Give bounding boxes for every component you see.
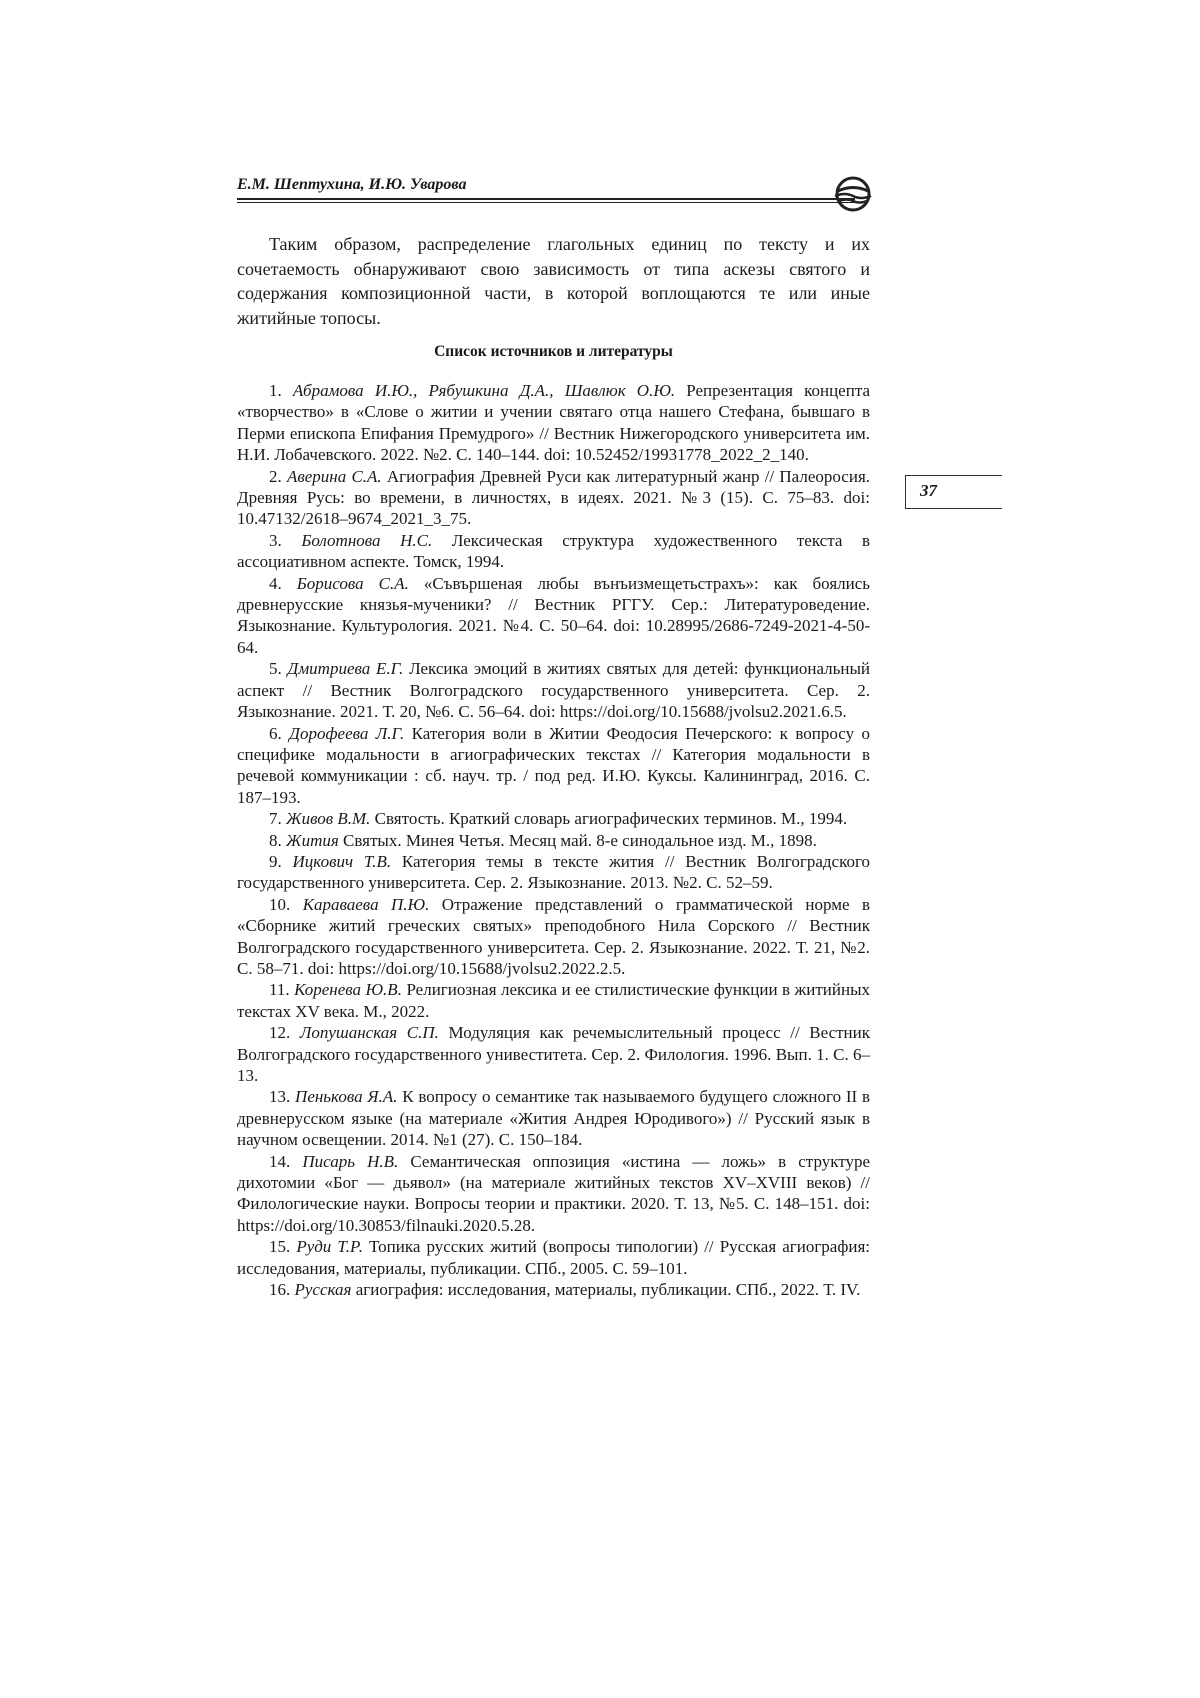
reference-number: 11. <box>269 980 290 1000</box>
reference-number: 16. <box>269 1280 291 1300</box>
reference-text: Семантическая оппозиция «истина — ложь» в структуре дихотомии «Бог — дьявол» (на материале житийных текстов XV–XVIII веков) // Филологические науки. Вопросы теории и практики. 2020. Т. 13, №5. С. 148–151. doi: https://doi.org/10.30853/filnauki.2020.5.28. <box>237 1151 871 1235</box>
reference-number: 9. <box>269 851 282 871</box>
reference-number: 13. <box>269 1087 291 1107</box>
reference-text: агиография: исследования, материалы, публикации. СПб., 2022. Т. IV. <box>355 1280 861 1300</box>
reference-text: «Съвършеная любы вънъизмещетьстрахъ»: как боялись древнерусские князья-мученики? // Вестник РГГУ. Сер.: Литературоведение. Языкознание. Культурология. 2021. №4. С. 50–64. doi: 10.28995/2686-7249-2021-4-50-64. <box>237 573 871 657</box>
reference-text: Репрезентация концепта «творчество» в «Слове о житии и учении святаго отца нашего Стефана, бывшаго в Перми епископа Епифания Премудрого» // Вестник Нижегородского университета им. Н.И. Лобачевского. 2022. №2. С. 140–144. doi: 10.52452/19931778_2022_2_140. <box>237 381 870 465</box>
reference-text: Категория воли в Житии Феодосия Печерского: к вопросу о специфике модальности в агиографических текстах // Категория модальности в речевой коммуникации : сб. науч. тр. / под ред. И.Ю. Куксы. Калининград, 2016. С. 187–193. <box>237 723 871 807</box>
page-number: 37 <box>920 481 937 500</box>
header-authors: Е.М. Шептухина, И.Ю. Уварова <box>237 176 467 193</box>
reference-text: Агиография Древней Руси как литературный жанр // Палеоросия. Древняя Русь: во времени, в личностях, в идеях. 2021. №3 (15). С. 75–83. doi: 10.47132/2618–9674_2021_3_75. <box>237 466 871 529</box>
reference-text: Лексическая структура художественного текста в ассоциативном аспекте. Томск, 1994. <box>237 530 870 572</box>
reference-author: Писарь Н.В. <box>302 1151 399 1171</box>
running-header <box>237 176 877 194</box>
references-title: Список источников и литературы <box>434 343 673 360</box>
reference-item <box>237 894 870 980</box>
header-rule <box>237 198 855 200</box>
reference-text: Религиозная лексика и ее стилистические функции в житийных текстах XV века. М., 2022. <box>237 980 871 1021</box>
reference-text: Отражение представлений о грамматической норме в «Сборнике житий греческих святых» преподобного Нила Сорского // Вестник Волгоградского государственного университета. Сер. 2. Языкознание. 2022. Т. 21, №2. С. 58–71. doi: https://doi.org/10.15688/jvolsu2.2022.2.5. <box>237 894 871 978</box>
reference-number: 8. <box>269 830 282 850</box>
reference-author: Болотнова Н.С. <box>301 530 433 550</box>
reference-author: Русская <box>294 1280 352 1300</box>
reference-item <box>237 851 870 894</box>
reference-number: 1. <box>269 381 282 400</box>
reference-author: Руди Т.Р. <box>296 1237 363 1257</box>
reference-item <box>237 466 870 530</box>
reference-item <box>237 1279 870 1300</box>
reference-item <box>237 1086 870 1150</box>
reference-number: 5. <box>269 659 282 679</box>
reference-number: 14. <box>269 1151 291 1171</box>
reference-number: 3. <box>269 530 282 550</box>
body-text <box>237 232 870 330</box>
reference-author: Борисова С.А. <box>296 573 409 593</box>
reference-author: Аверина С.А. <box>286 466 382 486</box>
reference-author: Абрамова И.Ю., Рябушкина Д.А., Шавлюк О.Ю. <box>292 381 676 400</box>
reference-number: 4. <box>269 573 282 593</box>
page-number-box <box>905 475 1002 509</box>
reference-number: 12. <box>269 1023 291 1043</box>
reference-item <box>237 1022 870 1086</box>
reference-text: Лексика эмоций в житиях святых для детей: функциональный аспект // Вестник Волгоградского государственного университета. Сер. 2. Языкознание. 2021. Т. 20, №6. С. 56–64. doi: https://doi.org/10.15688/jvolsu2.2021.6.5. <box>237 659 871 722</box>
reference-author: Дмитриева Е.Г. <box>287 659 404 679</box>
reference-author: Ицкович Т.В. <box>292 851 392 871</box>
reference-item <box>237 1151 870 1237</box>
reference-item <box>237 658 870 722</box>
reference-text: Святых. Минея Четья. Месяц май. 8-е синодальное изд. М., 1898. <box>343 830 817 850</box>
reference-text: Модуляция как речемыслительный процесс // Вестник Волгоградского государственного унивеститета. Сер. 2. Филология. 1996. Вып. 1. С. 6–13. <box>237 1023 871 1085</box>
reference-author: Пенькова Я.А. <box>295 1087 398 1107</box>
reference-item <box>237 808 870 829</box>
reference-text: Категория темы в тексте жития // Вестник Волгоградского государственного университета. Сер. 2. Языкознание. 2013. №2. С. 52–59. <box>237 851 871 893</box>
references-list <box>237 380 870 1300</box>
reference-author: Лопушанская С.П. <box>299 1023 439 1043</box>
reference-text: К вопросу о семантике так называемого будущего сложного II в древнерусском языке (на материале «Жития Андрея Юродивого») // Русский язык в научном освещении. 2014. №1 (27). С. 150–184. <box>237 1087 871 1150</box>
reference-item <box>237 723 870 809</box>
reference-item <box>237 573 870 659</box>
reference-item <box>237 380 870 466</box>
reference-number: 10. <box>269 894 291 914</box>
reference-item <box>237 530 870 573</box>
reference-author: Коренева Ю.В. <box>294 980 402 1000</box>
reference-item <box>237 1236 870 1279</box>
reference-author: Караваева П.Ю. <box>302 894 430 914</box>
reference-number: 15. <box>269 1237 291 1257</box>
reference-number: 6. <box>269 723 282 743</box>
conclusion-paragraph: Таким образом, распределение глагольных единиц по тексту и их сочетаемость обнаруживают свою зависимость от типа аскезы святого и содержания композиционной части, в которой воплощаются те или иные житийные топосы. <box>237 234 870 328</box>
reference-number: 2. <box>269 466 282 486</box>
reference-item <box>237 979 870 1022</box>
header-rule-thin <box>237 202 855 203</box>
reference-author: Дорофеева Л.Г. <box>289 723 405 743</box>
reference-author: Жития <box>286 830 339 850</box>
reference-number: 7. <box>269 809 282 829</box>
reference-item <box>237 830 870 851</box>
reference-text: Топика русских житий (вопросы типологии) // Русская агиография: исследования, материалы, публикации. СПб., 2005. С. 59–101. <box>237 1237 871 1278</box>
reference-author: Живов В.М. <box>286 809 371 829</box>
reference-text: Святость. Краткий словарь агиографических терминов. М., 1994. <box>374 809 848 829</box>
journal-logo-icon <box>832 176 874 212</box>
